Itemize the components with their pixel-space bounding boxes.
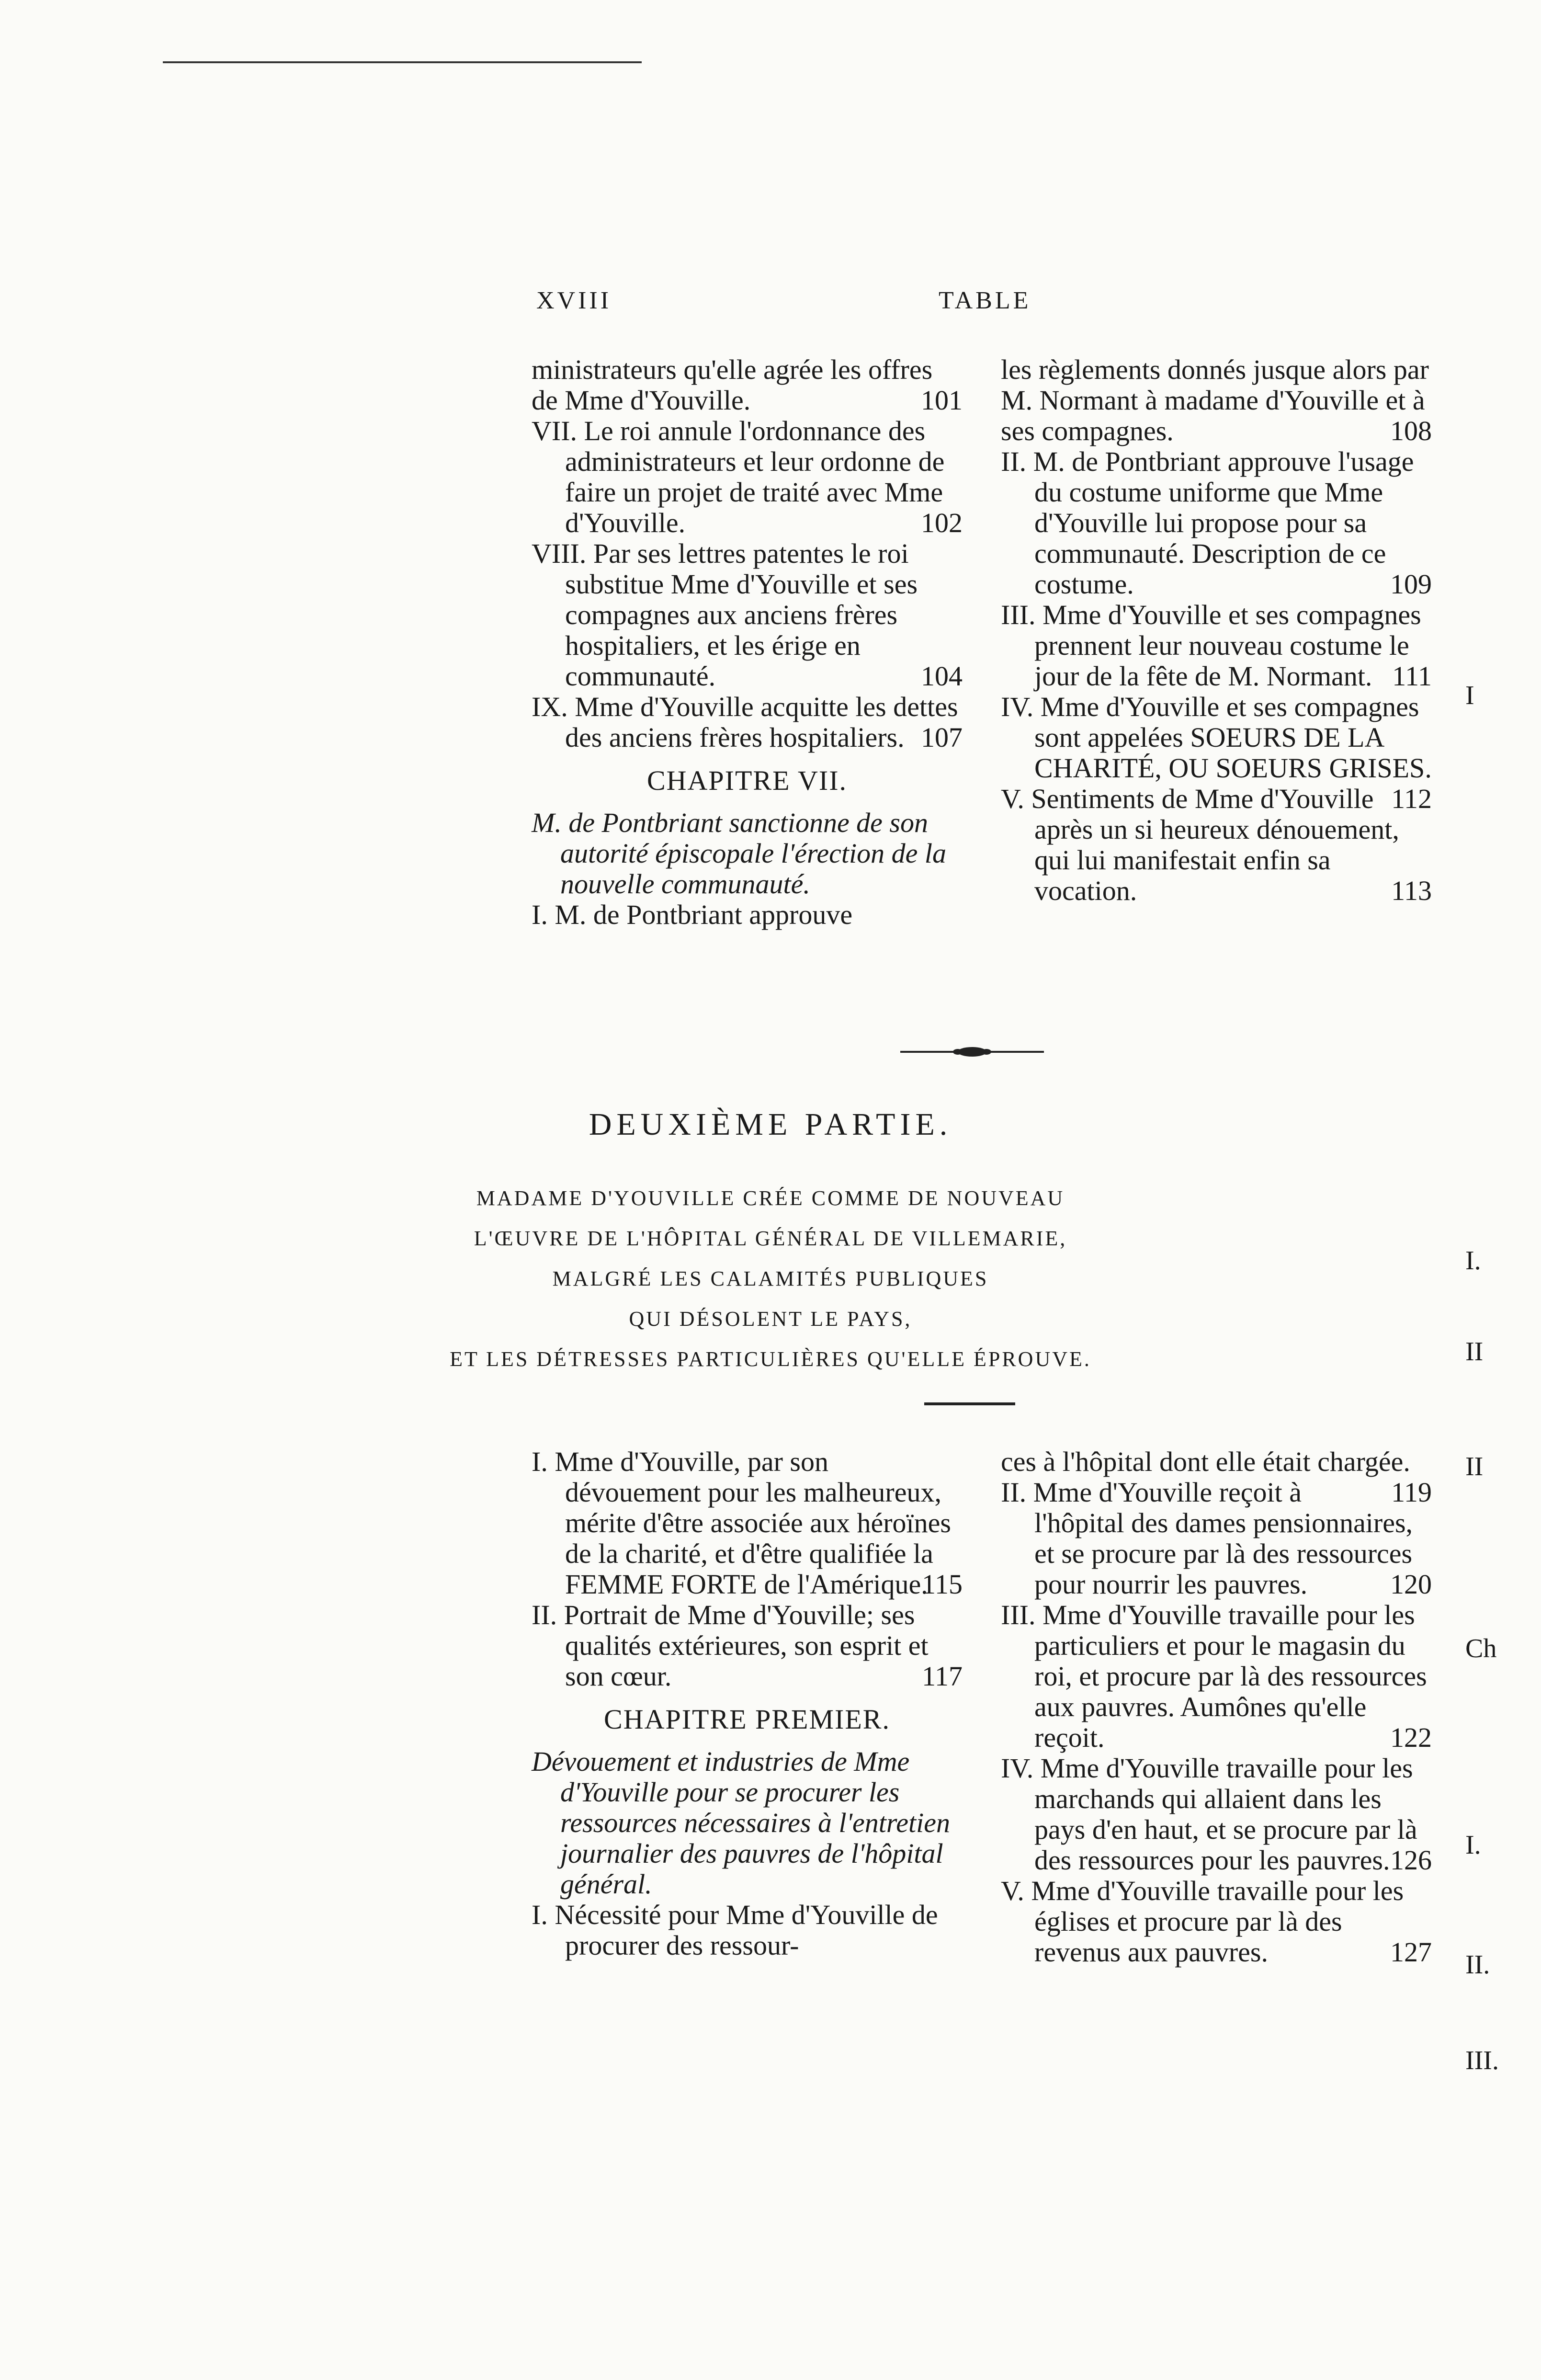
toc-entry: V. Mme d'Youville travaille pour les églises et procure par là des revenus aux pauvres. 127	[1001, 1875, 1432, 1968]
section-rule	[924, 1402, 1015, 1405]
toc-column-top-right	[1001, 354, 1432, 906]
subtitle-line: MADAME D'YOUVILLE CRÉE COMME DE NOUVEAU	[476, 1186, 1065, 1210]
chapter-heading: CHAPITRE VII.	[646, 765, 848, 796]
toc-entry: IV. Mme d'Youville travaille pour les marchands qui allaient dans les pays d'en haut, et se procure par là des ressources pour les pauvres. 126	[1001, 1753, 1432, 1876]
scan-edge-line	[163, 61, 642, 63]
margin-fragment: II	[1465, 1452, 1484, 1481]
toc-entry: IX. Mme d'Youville acquitte les dettes des anciens frères hospitaliers. 107	[532, 691, 963, 753]
subtitle-line: MALGRÉ LES CALAMITÉS PUBLIQUES	[552, 1267, 989, 1290]
toc-entry: III. Mme d'Youville et ses compagnes prennent leur nouveau costume le jour de la fête de M. Normant. 111	[1001, 599, 1432, 692]
chapter-heading: CHAPITRE PREMIER.	[604, 1704, 890, 1735]
margin-fragment: II.	[1465, 1950, 1490, 1980]
part-subtitle	[0, 1178, 1541, 1379]
margin-fragment: II	[1465, 1337, 1484, 1367]
toc-entry: ces à l'hôpital dont elle était chargée. 119	[1001, 1446, 1432, 1508]
subtitle-line: ET LES DÉTRESSES PARTICULIÈRES QU'ELLE ÉPROUVE.	[450, 1347, 1091, 1371]
toc-entry: VIII. Par ses lettres patentes le roi substitue Mme d'Youville et ses compagnes aux anciens frères hospitaliers, et les érige en communauté. 104	[532, 538, 963, 692]
toc-entry: I. M. de Pontbriant approuve	[532, 899, 853, 930]
subtitle-line: L'ŒUVRE DE L'HÔPITAL GÉNÉRAL DE VILLEMARIE,	[474, 1227, 1067, 1250]
toc-entry: I. Nécessité pour Mme d'Youville de procurer des ressour-	[532, 1899, 938, 1961]
toc-column-bottom-left	[532, 1446, 963, 1961]
margin-fragment: I.	[1465, 1246, 1481, 1275]
toc-entry: les règlements donnés jusque alors par M. Normant à madame d'Youville et à ses compagnes. 108	[1001, 354, 1432, 446]
toc-entry: IV. Mme d'Youville et ses compagnes sont appelées SOEURS DE LA CHARITÉ, OU SOEURS GRISES. 112	[1001, 691, 1432, 814]
page-number: XVIII	[536, 287, 612, 314]
running-title: TABLE	[939, 287, 1031, 314]
toc-entry: III. Mme d'Youville travaille pour les particuliers et pour le magasin du roi, et procure par là des ressources aux pauvres. Aumônes qu'elle reçoit. 122	[1001, 1599, 1432, 1753]
toc-entry: II. Portrait de Mme d'Youville; ses qualités extérieures, son esprit et son cœur. 117	[532, 1599, 963, 1692]
toc-column-bottom-right	[1001, 1446, 1432, 1968]
toc-entry: I. Mme d'Youville, par son dévouement pour les malheureux, mérite d'être associée aux héroïnes de la charité, et d'être qualifiée la FEMME FORTE de l'Amérique. 115	[532, 1446, 963, 1600]
toc-entry: ministrateurs qu'elle agrée les offres de Mme d'Youville. 101	[532, 354, 963, 416]
chapter-summary: Dévouement et industries de Mme d'Youville pour se procurer les ressources nécessaires à l'entretien journalier des pauvres de l'hôpital général.	[532, 1746, 951, 1900]
toc-column-top-left	[532, 354, 963, 930]
margin-fragment: Ch	[1465, 1634, 1497, 1663]
margin-fragment: III.	[1465, 2046, 1499, 2075]
chapter-summary: M. de Pontbriant sanctionne de son autorité épiscopale l'érection de la nouvelle communauté.	[532, 807, 946, 900]
toc-entry: II. M. de Pontbriant approuve l'usage du costume uniforme que Mme d'Youville lui propose pour sa communauté. Description de ce costume. 109	[1001, 446, 1432, 600]
toc-entry: V. Sentiments de Mme d'Youville après un si heureux dénouement, qui lui manifestait enfin sa vocation. 113	[1001, 783, 1432, 906]
toc-entry: VII. Le roi annule l'ordonnance des administrateurs et leur ordonne de faire un projet de traité avec Mme d'Youville. 102	[532, 415, 963, 538]
margin-fragment: I	[1465, 681, 1474, 710]
part-title: DEUXIÈME PARTIE.	[589, 1107, 952, 1142]
toc-entry: II. Mme d'Youville reçoit à l'hôpital des dames pensionnaires, et se procure par là des ressources pour nourrir les pauvres. 120	[1001, 1477, 1432, 1600]
margin-fragment: I.	[1465, 1830, 1481, 1860]
subtitle-line: QUI DÉSOLENT LE PAYS,	[629, 1307, 912, 1331]
ornament-divider	[900, 1042, 1044, 1061]
